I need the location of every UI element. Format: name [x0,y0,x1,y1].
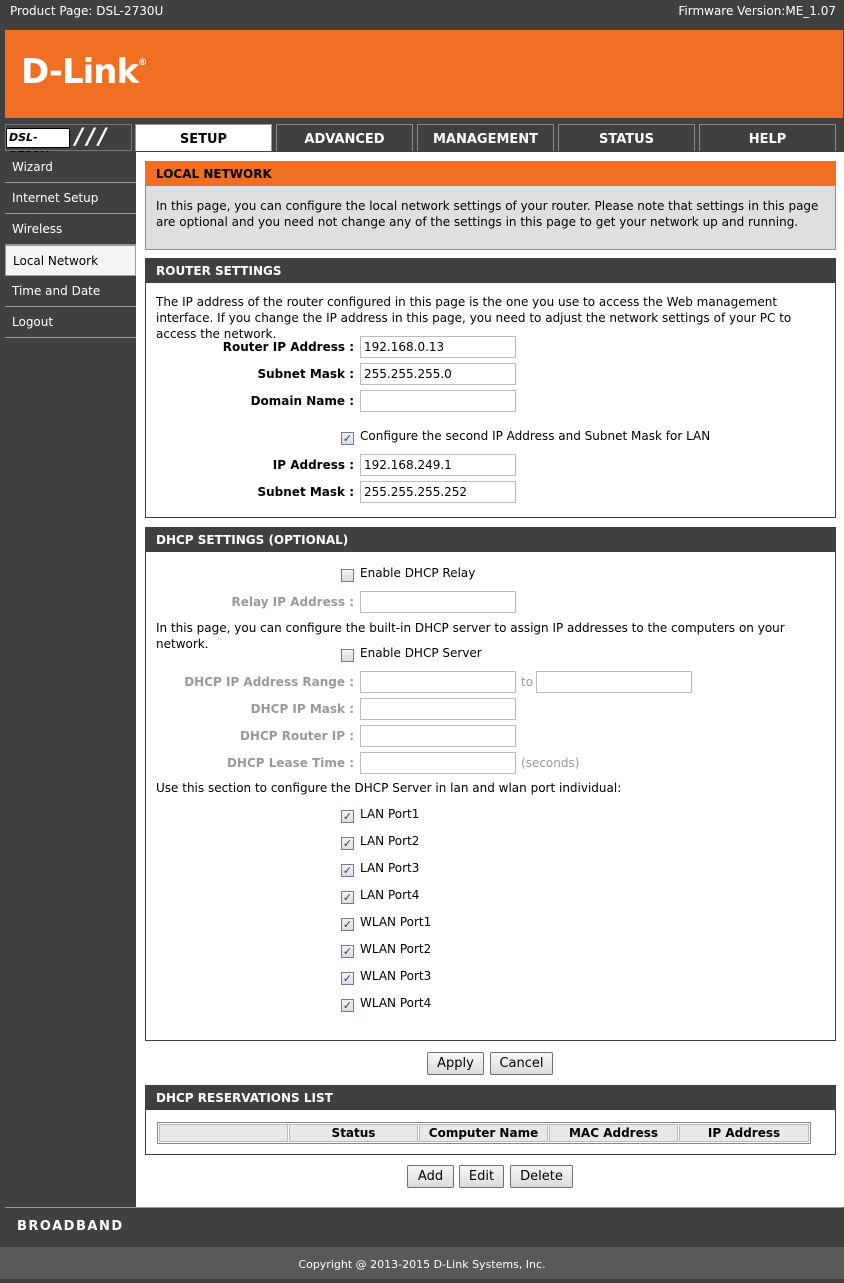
wlan-port1-checkbox[interactable]: ✓ [342,918,353,931]
local-network-section [145,161,836,250]
product-page-label: Product Page: DSL-2730U [10,4,164,18]
lan-port3-checkbox[interactable]: ✓ [342,864,353,877]
tab-advanced[interactable]: ADVANCED [276,124,413,151]
section-title: LOCAL NETWORK [146,162,835,186]
dhcp-settings-section [145,527,836,1041]
dhcp-reservations-section [145,1085,836,1155]
wlan-port2-label: WLAN Port2 [360,942,432,956]
sidebar-item-local-network[interactable]: Local Network [5,245,136,276]
lease-unit-label: (seconds) [521,756,580,770]
dhcp-range-label: DHCP IP Address Range : [184,675,354,689]
section-title: DHCP SETTINGS (OPTIONAL) [146,528,835,552]
wlan-port1-label: WLAN Port1 [360,915,432,929]
sidebar-item-wireless[interactable]: Wireless [5,214,136,245]
edit-button[interactable]: Edit [459,1165,504,1188]
dhcp-mask-input[interactable] [360,698,516,720]
model-name: DSL- [6,128,70,148]
top-bar [0,0,844,24]
dhcp-range-start-input[interactable] [360,671,516,693]
model-badge [5,124,132,151]
subnet-mask-label: Subnet Mask : [257,367,354,381]
dhcp-lease-input[interactable] [360,752,516,774]
router-ip-label: Router IP Address : [222,340,354,354]
slash-decoration: / / / [75,125,105,150]
ip-address-input[interactable]: 192.168.249.1 [360,454,516,476]
column-header-status: Status [289,1124,418,1142]
sidebar-item-time-and-date[interactable]: Time and Date [5,276,136,307]
lan-port2-label: LAN Port2 [360,834,420,848]
lan-port4-checkbox[interactable]: ✓ [342,891,353,904]
reservations-table [157,1122,811,1144]
subnet-mask-2-input[interactable]: 255.255.255.252 [360,481,516,503]
lan-port4-label: LAN Port4 [360,888,420,902]
copyright-text: Copyright @ 2013-2015 D-Link Systems, Inc. [0,1247,844,1279]
lan-port1-label: LAN Port1 [360,807,420,821]
section-title: ROUTER SETTINGS [146,259,835,283]
sidebar-item-logout[interactable]: Logout [5,307,136,338]
range-to-label: to [521,675,534,689]
dhcp-router-input[interactable] [360,725,516,747]
wlan-port3-label: WLAN Port3 [360,969,432,983]
broadband-label: BROADBAND [17,1219,124,1234]
lan-port3-label: LAN Port3 [360,861,420,875]
column-header-mac-address: MAC Address [549,1124,678,1142]
tab-management[interactable]: MANAGEMENT [417,124,554,151]
main-content [136,152,844,1207]
dhcp-relay-checkbox[interactable] [341,569,354,582]
dhcp-ports-info: Use this section to configure the DHCP Server in lan and wlan port individual: [156,781,622,795]
dhcp-router-label: DHCP Router IP : [239,729,354,743]
subnet-mask-2-label: Subnet Mask : [257,485,354,499]
add-button[interactable]: Add [407,1165,454,1188]
wlan-port2-checkbox[interactable]: ✓ [342,945,353,958]
wlan-port3-checkbox[interactable]: ✓ [342,972,353,985]
tab-help[interactable]: HELP [699,124,836,151]
domain-name-input[interactable] [360,390,516,412]
dhcp-server-info: In this page, you can configure the built-in DHCP server to assign IP addresses to the computers on your network. [156,621,785,651]
column-header-computer-name: Computer Name [419,1124,548,1142]
dhcp-server-checkbox[interactable] [341,649,354,662]
sidebar-item-internet-setup[interactable]: Internet Setup [5,183,136,214]
wlan-port4-label: WLAN Port4 [360,996,432,1010]
router-settings-description: The IP address of the router configured in this page is the one you use to access the Web management interface. If you change the IP address in this page, you need to adjust the network settings of your PC to access the network. [156,295,792,341]
wlan-port4-checkbox[interactable]: ✓ [342,999,353,1012]
column-header-select [159,1124,288,1142]
subnet-mask-input[interactable]: 255.255.255.0 [360,363,516,385]
relay-ip-input[interactable] [360,591,516,613]
dhcp-range-end-input[interactable] [536,671,692,693]
column-header-ip-address: IP Address [679,1124,809,1142]
sidebar-item-wizard[interactable]: Wizard [5,152,136,183]
cancel-button[interactable]: Cancel [490,1052,553,1075]
tab-status[interactable]: STATUS [558,124,695,151]
firmware-version-label: Firmware Version:ME_1.07 [678,4,836,18]
sidebar [5,152,136,1207]
delete-button[interactable]: Delete [510,1165,573,1188]
main-nav [5,123,843,151]
apply-button[interactable]: Apply [427,1052,484,1075]
dhcp-lease-label: DHCP Lease Time : [226,756,354,770]
dhcp-server-label: Enable DHCP Server [360,646,482,660]
tab-setup[interactable]: SETUP [135,124,272,151]
relay-ip-label: Relay IP Address : [231,595,354,609]
footer-brand-bar [5,1207,843,1247]
header-banner [5,30,843,118]
lan-port2-checkbox[interactable]: ✓ [342,837,353,850]
router-ip-input[interactable]: 192.168.0.13 [360,336,516,358]
ip-address-label: IP Address : [272,458,354,472]
dhcp-relay-label: Enable DHCP Relay [360,566,476,580]
section-title: DHCP RESERVATIONS LIST [146,1086,835,1110]
local-network-description: In this page, you can configure the local network settings of your router. Please note that settings in this page are optional and you need not change any of the settings in this page to get your network up and running. [156,199,819,229]
second-ip-checkbox[interactable]: ✓ [342,432,353,445]
dhcp-mask-label: DHCP IP Mask : [250,702,354,716]
lan-port1-checkbox[interactable]: ✓ [342,810,353,823]
domain-name-label: Domain Name : [250,394,354,408]
second-ip-checkbox-label: Configure the second IP Address and Subnet Mask for LAN [360,429,711,443]
dlink-logo: D-Link® [21,52,147,92]
router-settings-section [145,258,836,518]
